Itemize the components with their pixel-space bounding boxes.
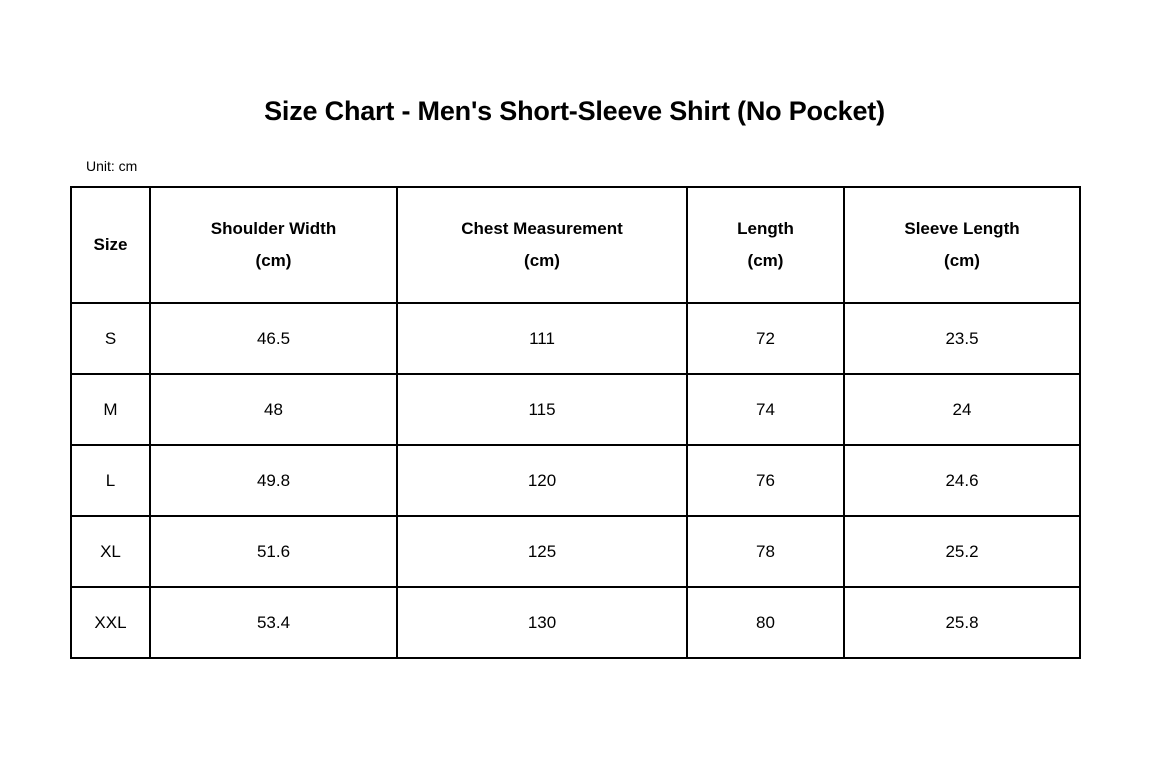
size-chart-table	[70, 186, 1081, 659]
column-header-sleeve-unit: (cm)	[944, 251, 980, 270]
cell-sleeve: 23.5	[844, 303, 1080, 374]
cell-chest: 111	[397, 303, 687, 374]
cell-size: XXL	[71, 587, 150, 658]
table-row	[71, 587, 1080, 658]
table-body	[71, 303, 1080, 658]
cell-size: M	[71, 374, 150, 445]
column-header-chest	[397, 187, 687, 303]
column-header-size-label: Size	[93, 234, 128, 254]
column-header-length-unit: (cm)	[747, 251, 784, 270]
column-header-shoulder-width-label: Shoulder Width	[210, 218, 337, 238]
column-header-shoulder-width	[150, 187, 397, 303]
table-row	[71, 516, 1080, 587]
cell-sleeve: 24.6	[844, 445, 1080, 516]
column-header-size	[71, 187, 150, 303]
cell-length: 76	[687, 445, 844, 516]
cell-chest: 115	[397, 374, 687, 445]
column-header-chest-unit: (cm)	[524, 251, 560, 270]
cell-shoulder-width: 53.4	[150, 587, 397, 658]
cell-chest: 120	[397, 445, 687, 516]
table-header	[71, 187, 1080, 303]
column-header-length	[687, 187, 844, 303]
table-row	[71, 374, 1080, 445]
cell-chest: 125	[397, 516, 687, 587]
cell-length: 78	[687, 516, 844, 587]
cell-chest: 130	[397, 587, 687, 658]
column-header-shoulder-width-unit: (cm)	[255, 251, 292, 270]
cell-length: 80	[687, 587, 844, 658]
cell-size: S	[71, 303, 150, 374]
table-row	[71, 445, 1080, 516]
cell-shoulder-width: 48	[150, 374, 397, 445]
cell-sleeve: 24	[844, 374, 1080, 445]
column-header-sleeve	[844, 187, 1080, 303]
column-header-chest-label: Chest Measurement	[461, 218, 623, 238]
cell-shoulder-width: 51.6	[150, 516, 397, 587]
cell-shoulder-width: 46.5	[150, 303, 397, 374]
cell-shoulder-width: 49.8	[150, 445, 397, 516]
column-header-length-label: Length	[737, 218, 794, 238]
table-row	[71, 303, 1080, 374]
unit-note: Unit: cm	[86, 158, 138, 174]
cell-sleeve: 25.2	[844, 516, 1080, 587]
cell-size: XL	[71, 516, 150, 587]
column-header-sleeve-label: Sleeve Length	[904, 218, 1020, 238]
table-header-row	[71, 187, 1080, 303]
cell-length: 74	[687, 374, 844, 445]
cell-length: 72	[687, 303, 844, 374]
cell-size: L	[71, 445, 150, 516]
cell-sleeve: 25.8	[844, 587, 1080, 658]
page-title: Size Chart - Men's Short-Sleeve Shirt (No Pocket)	[264, 96, 885, 126]
